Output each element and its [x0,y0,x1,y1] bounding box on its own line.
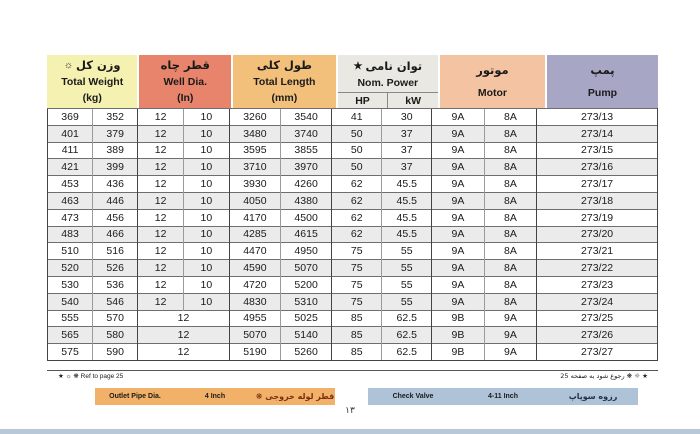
outlet-pipe-label-fa: ❋ قطر لوله خروجی [255,392,335,401]
table-cell: 9A [484,310,536,327]
table-cell: 4285 [229,226,280,243]
table-cell: 12 [138,243,184,260]
table-cell: 9A [432,260,484,277]
header-total-weight-fa-text: وزن کل [76,58,121,72]
table-cell: 8A [484,192,536,209]
table-cell: 273/13 [537,109,658,126]
table-cell: 3930 [229,176,280,193]
table-cell: 4050 [229,192,280,209]
table-cell: 5310 [280,293,331,310]
table-cell: 411 [48,142,93,159]
table-cell: 273/25 [537,310,658,327]
table-cell: 75 [332,243,382,260]
table-cell: 9A [432,159,484,176]
table-cell: 9A [432,243,484,260]
table-cell: 9A [432,209,484,226]
table-row [48,344,658,361]
header-motor-en: Motor [477,87,508,99]
table-cell: 9A [432,142,484,159]
table-cell: 12 [138,209,184,226]
table-cell: 10 [184,276,230,293]
table-cell: 4380 [280,192,331,209]
table-cell: 3480 [229,125,280,142]
table-cell: 5260 [280,344,331,361]
table-row [48,142,658,159]
table-cell: 273/20 [537,226,658,243]
table-cell: 555 [48,310,93,327]
table-cell: 273/16 [537,159,658,176]
table-cell: 273/15 [537,142,658,159]
table-cell: 10 [184,243,230,260]
table-cell: 526 [93,260,138,277]
table-cell: 3740 [280,125,331,142]
footnote-right: ★ ☼ ❋ رجوع شود به صفحه 25 [560,372,648,380]
table-cell: 37 [382,125,432,142]
table-cell: 5070 [229,327,280,344]
table-body [48,109,658,361]
table-cell: 3710 [229,159,280,176]
table-cell: 85 [332,310,382,327]
header-nom-power-fa-text: توان نامی [365,59,423,73]
header-motor [440,55,545,108]
table-row [48,310,658,327]
table-row [48,192,658,209]
table-cell: 10 [184,159,230,176]
table-cell: 4260 [280,176,331,193]
table-header [47,55,658,108]
table-cell: 12 [138,159,184,176]
table-cell: 9A [432,226,484,243]
table-cell: 12 [138,125,184,142]
table-cell: 5140 [280,327,331,344]
table-cell: 9A [432,192,484,209]
table-cell: 273/22 [537,260,658,277]
gear-icon: ☼ [63,60,74,71]
outlet-pipe-label-en: Outlet Pipe Dia. [109,393,161,400]
table-cell: 352 [93,109,138,126]
table-cell: 453 [48,176,93,193]
table-row [48,226,658,243]
check-valve-label-en: Check Valve [392,393,434,400]
table-cell: 8A [484,109,536,126]
table-cell: 3540 [280,109,331,126]
table-cell: 8A [484,226,536,243]
table-row [48,260,658,277]
check-valve-bar [368,388,638,405]
table-cell: 55 [382,260,432,277]
table-cell: 10 [184,142,230,159]
table-cell: 4590 [229,260,280,277]
footnote-left: ★ ☼ ❋ Ref to page 25 [58,373,124,380]
table-cell: 273/26 [537,327,658,344]
table-cell: 4830 [229,293,280,310]
table-cell: 50 [332,159,382,176]
table-cell: 8A [484,293,536,310]
table-cell: 10 [184,109,230,126]
table-row [48,159,658,176]
table-cell: 3260 [229,109,280,126]
table-cell: 421 [48,159,93,176]
table-cell: 62.5 [382,344,432,361]
table-cell: 590 [93,344,138,361]
header-well-dia-en: Well Dia. [163,76,208,88]
table-cell: 85 [332,344,382,361]
table-cell: 8A [484,243,536,260]
table-cell: 273/21 [537,243,658,260]
header-total-length-unit: (mm) [271,92,298,104]
table-cell: 520 [48,260,93,277]
table-cell: 37 [382,142,432,159]
header-total-length-fa-text: طول کلی [256,58,312,72]
table-cell: 45.5 [382,176,432,193]
table-cell: 4720 [229,276,280,293]
table-cell: 8A [484,142,536,159]
table-cell: 3595 [229,142,280,159]
table-cell: 9A [432,109,484,126]
table-cell: 273/24 [537,293,658,310]
table-cell: 9A [484,344,536,361]
table-cell: 575 [48,344,93,361]
table-cell: 4470 [229,243,280,260]
table-cell: 12 [138,276,184,293]
header-total-weight-en: Total Weight [61,76,124,88]
table-row [48,243,658,260]
table-cell: 9A [484,327,536,344]
table-cell: 10 [184,176,230,193]
table-cell: 8A [484,125,536,142]
table-cell: 50 [332,125,382,142]
table-cell: 50 [332,142,382,159]
table-cell: 473 [48,209,93,226]
table-cell: 12 [138,344,230,361]
table-cell: 401 [48,125,93,142]
table-cell: 9B [432,344,484,361]
table-cell: 10 [184,192,230,209]
table-cell: 8A [484,276,536,293]
table-cell: 446 [93,192,138,209]
table-cell: 540 [48,293,93,310]
table-cell: 4170 [229,209,280,226]
table-cell: 4950 [280,243,331,260]
table-cell: 37 [382,159,432,176]
table-cell: 75 [332,276,382,293]
table-cell: 4955 [229,310,280,327]
table-cell: 369 [48,109,93,126]
table-cell: 273/18 [537,192,658,209]
header-total-length-en: Total Length [253,76,316,88]
table-cell: 10 [184,226,230,243]
table-cell: 62 [332,209,382,226]
table-cell: 8A [484,159,536,176]
table-cell: 10 [184,293,230,310]
header-pump-en: Pump [587,87,618,99]
table-cell: 12 [138,310,230,327]
table-cell: 273/19 [537,209,658,226]
table-row [48,327,658,344]
table-cell: 55 [382,293,432,310]
table-cell: 12 [138,109,184,126]
table-cell: 4615 [280,226,331,243]
footnote-rule [47,370,658,371]
table-cell: 62.5 [382,310,432,327]
table-row [48,293,658,310]
table-cell: 85 [332,327,382,344]
table-cell: 379 [93,125,138,142]
table-cell: 62 [332,192,382,209]
bottom-strip [0,429,700,434]
header-well-dia-fa-text: قطر چاه [160,58,210,72]
header-pump-fa-text: پمپ [590,63,615,77]
table-cell: 12 [138,192,184,209]
table-cell: 12 [138,327,230,344]
table-cell: 30 [382,109,432,126]
table-cell: 273/17 [537,176,658,193]
header-well-dia [139,55,231,108]
table-cell: 10 [184,260,230,277]
table-cell: 5190 [229,344,280,361]
table-cell: 580 [93,327,138,344]
table-cell: 399 [93,159,138,176]
header-motor-fa-text: موتور [476,63,509,77]
table-row [48,125,658,142]
table-cell: 466 [93,226,138,243]
table-cell: 516 [93,243,138,260]
table-cell: 483 [48,226,93,243]
table-cell: 463 [48,192,93,209]
header-kw: kW [387,93,438,109]
table-cell: 12 [138,226,184,243]
check-valve-value: 4-11 Inch [488,393,518,400]
table-cell: 5200 [280,276,331,293]
table-cell: 9B [432,327,484,344]
table-cell: 530 [48,276,93,293]
table-cell: 389 [93,142,138,159]
table-cell: 9A [432,125,484,142]
table-cell: 75 [332,260,382,277]
table-cell: 273/27 [537,344,658,361]
table-cell: 12 [138,176,184,193]
table-cell: 12 [138,142,184,159]
header-nom-power-fa [338,58,438,75]
header-pump [547,55,658,108]
table-cell: 12 [138,293,184,310]
header-nom-power-en: Nom. Power [357,77,419,89]
table-cell: 8A [484,176,536,193]
table-cell: 62 [332,176,382,193]
table-cell: 12 [138,260,184,277]
table-cell: 9A [432,176,484,193]
table-cell: 10 [184,209,230,226]
check-valve-label-fa: رزوه سوپاپ [568,392,618,401]
table-cell: 8A [484,209,536,226]
table-cell: 510 [48,243,93,260]
header-total-weight-unit: (kg) [82,92,102,104]
header-hp: HP [355,95,370,107]
table-cell: 45.5 [382,226,432,243]
table-cell: 55 [382,243,432,260]
header-nom-power-subheader [338,92,438,109]
table-cell: 273/14 [537,125,658,142]
star-icon: ★ [353,61,363,72]
table-row [48,209,658,226]
header-well-dia-unit: (In) [177,92,194,104]
table-cell: 456 [93,209,138,226]
page-number: ۱۳ [345,406,355,416]
table-cell: 10 [184,125,230,142]
table-cell: 41 [332,109,382,126]
outlet-pipe-bar [95,388,335,405]
table-row [48,276,658,293]
table-cell: 45.5 [382,209,432,226]
table-cell: 5025 [280,310,331,327]
table-cell: 8A [484,260,536,277]
table-cell: 273/23 [537,276,658,293]
table-cell: 75 [332,293,382,310]
table-cell: 9A [432,293,484,310]
table-cell: 546 [93,293,138,310]
table-row [48,176,658,193]
table-cell: 55 [382,276,432,293]
table-cell: 3970 [280,159,331,176]
header-total-weight [47,55,137,108]
table-cell: 62.5 [382,327,432,344]
table-cell: 436 [93,176,138,193]
header-nom-power [338,55,438,108]
header-total-length [233,55,336,108]
table-cell: 62 [332,226,382,243]
table-cell: 570 [93,310,138,327]
table-cell: 45.5 [382,192,432,209]
table-cell: 3855 [280,142,331,159]
table-cell: 9B [432,310,484,327]
outlet-pipe-value: 4 Inch [204,393,226,400]
header-total-weight-fa [47,57,137,74]
table-cell: 5070 [280,260,331,277]
spec-table [47,108,658,361]
table-cell: 9A [432,276,484,293]
table-cell: 4500 [280,209,331,226]
table-cell: 536 [93,276,138,293]
table-row [48,109,658,126]
table-cell: 565 [48,327,93,344]
